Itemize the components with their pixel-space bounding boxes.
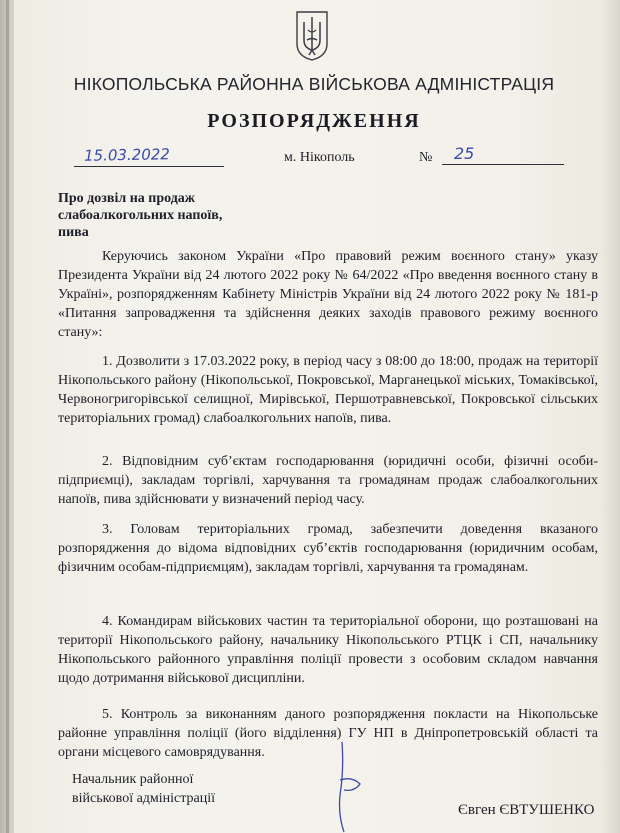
signatory-position [72,770,292,808]
trident-coat-of-arms-icon [294,10,330,62]
subject-line: слабоалкогольних напоїв, [58,208,223,223]
signatory-position-line: Начальник районної [72,772,194,787]
document-page [14,0,620,833]
subject-heading [58,190,278,241]
signatory-name: Євген ЄВТУШЕНКО [458,802,595,818]
handwritten-number: 25 [454,144,475,163]
subject-line: пива [58,225,89,240]
number-underline [442,164,564,165]
order-item-4: 4. Командирам військових частин та територіальної оборони, що розташовані на території Нікопольського району, начальнику Нікопольського РТЦК і СП, начальнику Нікопольського районного управління поліції провести з особовим складом навчання щодо дотримання військової дисципліни. [58,614,598,686]
handwritten-date: 15.03.2022 [83,145,171,165]
handwritten-signature [314,740,404,833]
date-underline [74,166,224,167]
order-item-3: 3. Головам територіальних громад, забезпечити доведення вказаного розпорядження до відома відповідних суб’єктів господарювання (юридичним особам, фізичним особам-підприємцям), закладам торгівлі, харчування та громадянам. [58,522,598,575]
subject-line: Про дозвіл на продаж [58,191,195,206]
signatory-position-line: військової адміністрації [72,791,216,806]
binding-edge [6,0,9,833]
number-label: № [419,150,433,165]
page-shadow [602,0,620,833]
agency-name: НІКОПОЛЬСЬКА РАЙОННА ВІЙСЬКОВА АДМІНІСТРАЦІЯ [73,74,555,94]
order-item-1: 1. Дозволити з 17.03.2022 року, в період часу з 08:00 до 18:00, продаж на території Нікопольського району (Нікопольської, Покровської, Марганецької міських, Томаківської, Червоногригорівської селищної, Мирівської, Першотравневської, Покровської сільських територіальних громад) слабоалкогольних напоїв, пива. [58,354,598,426]
order-item-2: 2. Відповідним суб’єктам господарювання (юридичні особи, фізичні особи-підприємці), закладам торгівлі, харчування та громадянам продаж слабоалкогольних напоїв, пива здійснювати у визначений період часу. [58,454,598,507]
intro-paragraph: Керуючись законом України «Про правовий режим воєнного стану» указу Президента України від 24 лютого 2022 року № 64/2022 «Про введення воєнного стану в Україні», розпорядженням Кабінету Міністрів України від 24 лютого 2022 року № 181-р «Питання запровадження та здійснення деяких заходів правового режиму воєнного стану»: [58,249,598,340]
document-title: РОЗПОРЯДЖЕННЯ [207,110,421,132]
city-label: м. Нікополь [284,150,355,165]
order-item-5: 5. Контроль за виконанням даного розпорядження покласти на Нікопольське районне управління поліції (його відділення) ГУ НП в Дніпропетровській області та органи місцевого самоврядування. [58,707,598,760]
